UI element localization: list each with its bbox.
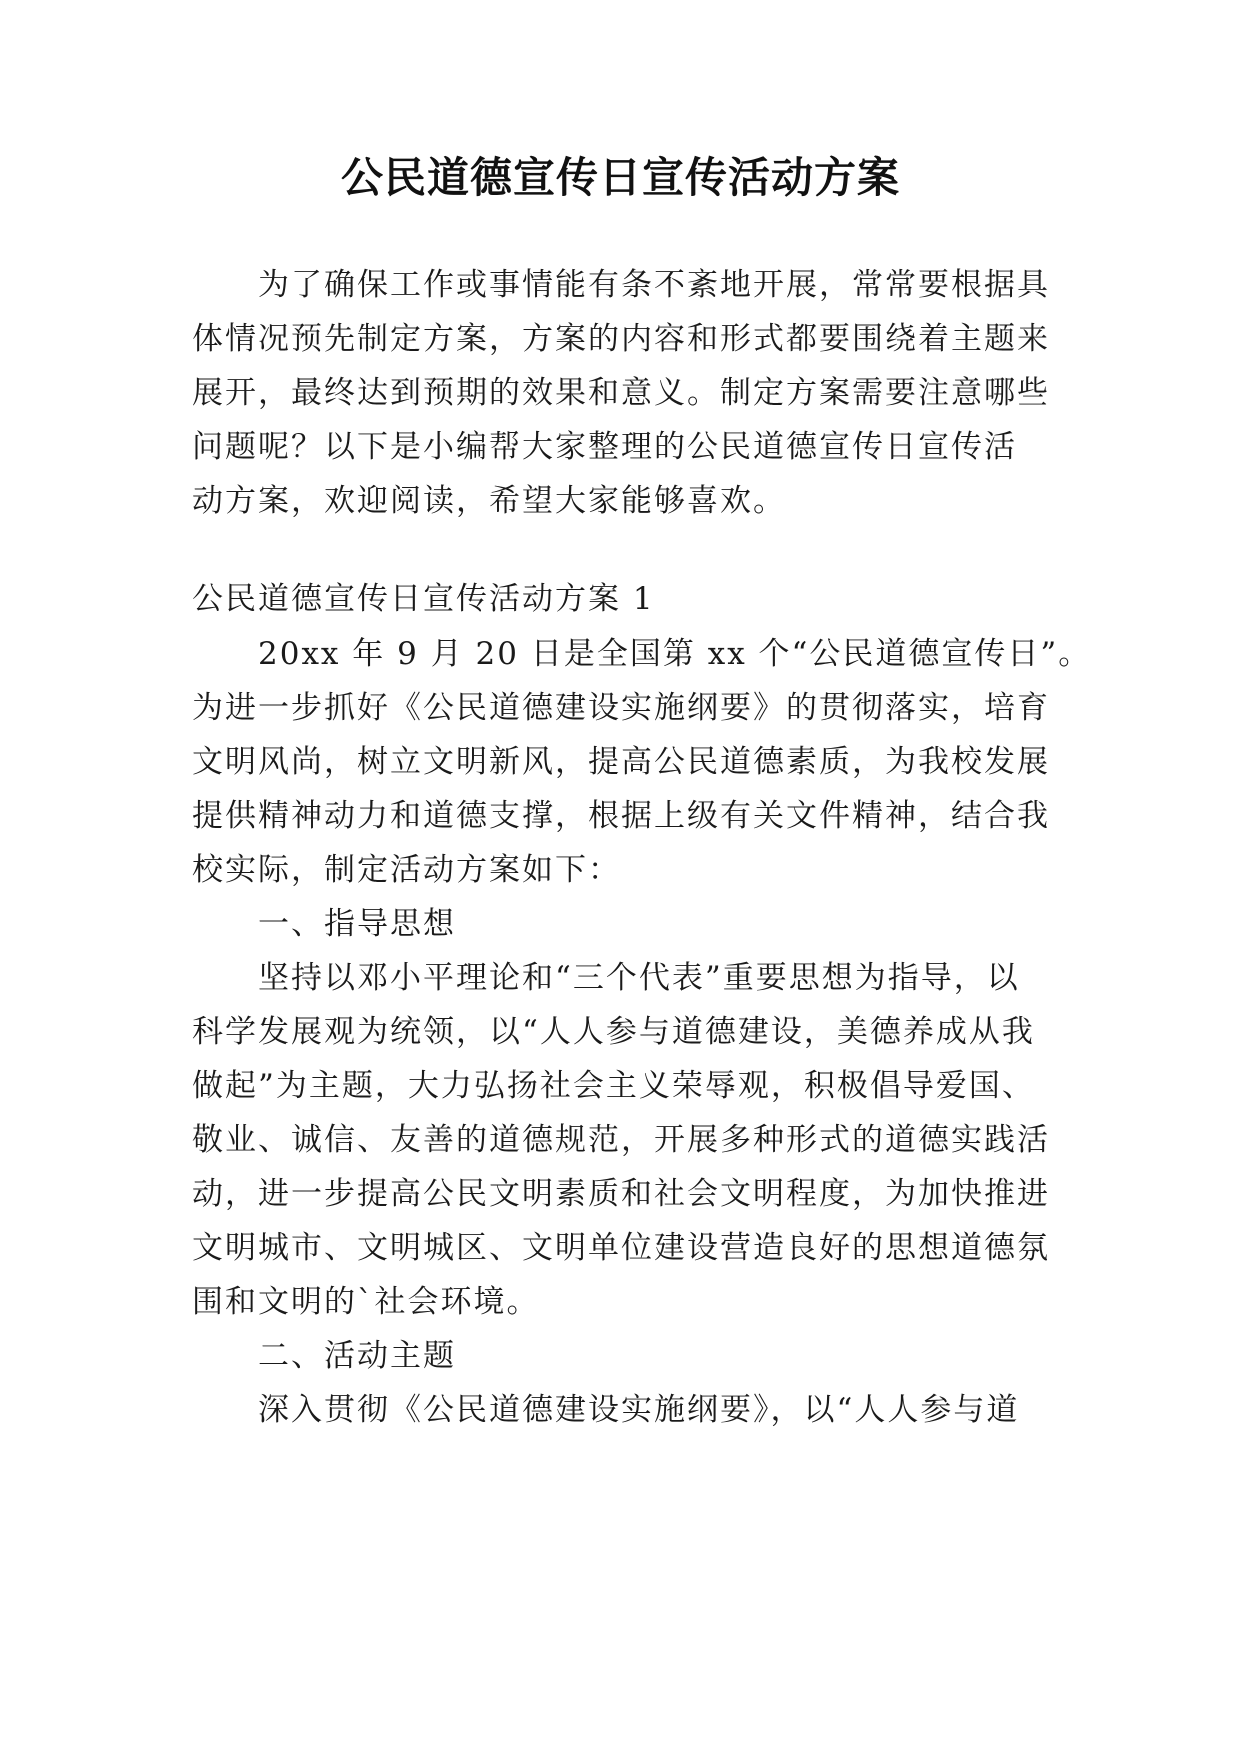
subheading-activity-theme: 二、活动主题 [258,1338,456,1374]
paragraph-line: 做起”为主题，大力弘扬社会主义荣辱观，积极倡导爱国、 [192,1068,1035,1104]
paragraph-line: 科学发展观为统领，以“人人参与道德建设，美德养成从我 [192,1014,1035,1050]
paragraph-line: 深入贯彻《公民道德建设实施纲要》，以“人人参与道 [258,1392,1020,1428]
paragraph-line: 为进一步抓好《公民道德建设实施纲要》的贯彻落实，培育 [192,690,1050,726]
intro-line: 问题呢？以下是小编帮大家整理的公民道德宣传日宣传活 [192,429,1017,465]
paragraph-line: 坚持以邓小平理论和“三个代表”重要思想为指导，以 [258,960,1020,996]
paragraph-line: 提供精神动力和道德支撑，根据上级有关文件精神，结合我 [192,798,1050,834]
paragraph-line: 校实际，制定活动方案如下： [192,852,621,888]
subheading-guiding-ideology: 一、指导思想 [258,906,456,942]
intro-line: 为了确保工作或事情能有条不紊地开展，常常要根据具 [258,267,1050,303]
paragraph-line: 动，进一步提高公民文明素质和社会文明程度，为加快推进 [192,1176,1050,1212]
section-heading: 公民道德宣传日宣传活动方案 1 [192,581,655,617]
paragraph-line: 20xx 年 9 月 20 日是全国第 xx 个“公民道德宣传日”。 [258,636,1092,672]
intro-line: 体情况预先制定方案，方案的内容和形式都要围绕着主题来 [192,321,1050,357]
paragraph-line: 文明城市、文明城区、文明单位建设营造良好的思想道德氛 [192,1230,1050,1266]
paragraph-line: 敬业、诚信、友善的道德规范，开展多种形式的道德实践活 [192,1122,1050,1158]
intro-line: 展开，最终达到预期的效果和意义。制定方案需要注意哪些 [192,375,1050,411]
paragraph-line: 文明风尚，树立文明新风，提高公民道德素质，为我校发展 [192,744,1050,780]
paragraph-line: 围和文明的`社会环境。 [192,1284,540,1320]
document-title: 公民道德宣传日宣传活动方案 [340,153,900,202]
intro-line: 动方案，欢迎阅读，希望大家能够喜欢。 [192,483,786,519]
